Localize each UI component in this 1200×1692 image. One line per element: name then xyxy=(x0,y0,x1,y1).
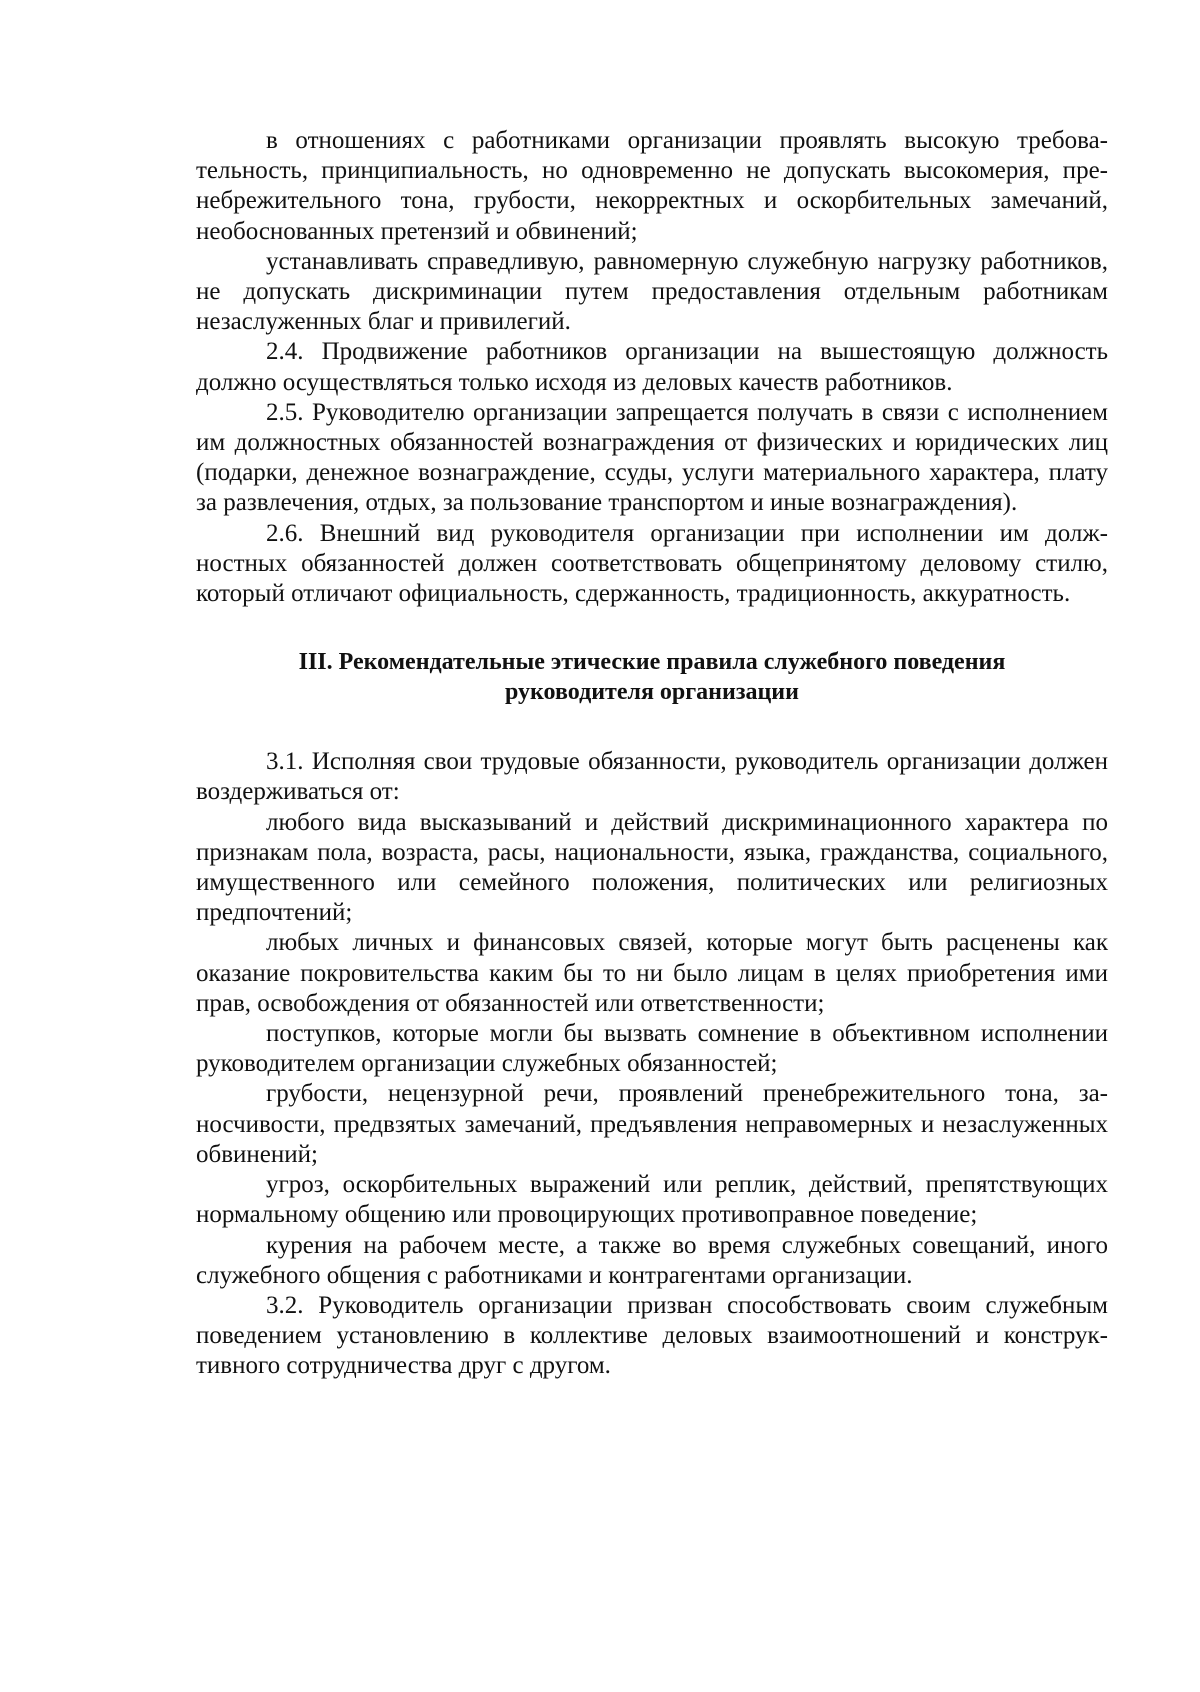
paragraph-3-1: 3.1. Исполняя свои трудовые обязанности, руководитель организации должен воздерживаться от: xyxy=(196,748,1108,806)
paragraph-discrimination: любого вида высказываний и действий дискриминационного характера по признакам пола, возраста, расы, национальности, языка, гражданства, социального, имущественного или семейного положения, политических или религиозных предпочтений; xyxy=(196,808,1108,927)
section-3-heading xyxy=(196,647,1108,707)
paragraph-2-6: 2.6. Внешний вид руководителя организации при исполнении им должностных обязанностей должен соответствовать общепринятому деловому стилю, который отличают официальность, сдержанность, традиционность, аккуратность. xyxy=(196,519,1108,608)
paragraph-threats: угроз, оскорбительных выражений или реплик, действий, препятствующих нормальному общению или провоцирующих противоправное поведение; xyxy=(196,1171,1108,1229)
paragraph-3-2: 3.2. Руководитель организации призван способствовать своим служебным поведением установлению в коллективе деловых взаимоотношений и конструктивного сотрудничества друг с другом. xyxy=(196,1291,1108,1380)
paragraph-2-5: 2.5. Руководителю организации запрещается получать в связи с исполнением им должностных обязанностей вознаграждения от физических и юридических лиц (подарки, денежное вознаграждение, ссуды, услуги материального характера, плату за развлечения, отдых, за пользование транспортом и иные вознаграждения). xyxy=(196,398,1108,517)
paragraph-fair-workload: устанавливать справедливую, равномерную служебную нагрузку работников, не допускать дискриминации путем предоставления отдельным работникам незаслуженных благ и привилегий. xyxy=(196,247,1108,336)
paragraph-smoking: курения на рабочем месте, а также во время служебных совещаний, иного служебного общения с работниками и контрагентами организации. xyxy=(196,1231,1108,1289)
paragraph-rudeness: грубости, нецензурной речи, проявлений пренебрежительного тона, заносчивости, предвзятых замечаний, предъявления неправомерных и незаслуженных обвинений; xyxy=(196,1080,1108,1168)
section-3-heading-line-2: руководителя организации xyxy=(505,679,799,706)
paragraph-personal-financial-ties: любых личных и финансовых связей, которые могут быть расценены как оказание покровительства каким бы то ни было лицам в целях приобретения ими прав, освобождения от обязанностей или ответственности; xyxy=(196,929,1108,1017)
paragraph-doubtful-actions: поступков, которые могли бы вызвать сомнение в объективном исполнении руководителем организации служебных обязанностей; xyxy=(196,1020,1108,1078)
document-page xyxy=(196,126,1108,1382)
paragraph-2-4: 2.4. Продвижение работников организации на вышестоящую должность должно осуществляться только исходя из деловых качеств работников. xyxy=(196,338,1108,396)
paragraph-relations-with-employees: в отношениях с работниками организации проявлять высокую требовательность, принципиальность, но одновременно не допускать высокомерия, пренебрежительного тона, грубости, некорректных и оскорбительных замечаний, необоснованных претензий и обвинений; xyxy=(196,127,1108,245)
section-3-heading-line-1: III. Рекомендательные этические правила служебного поведения xyxy=(298,649,1006,676)
